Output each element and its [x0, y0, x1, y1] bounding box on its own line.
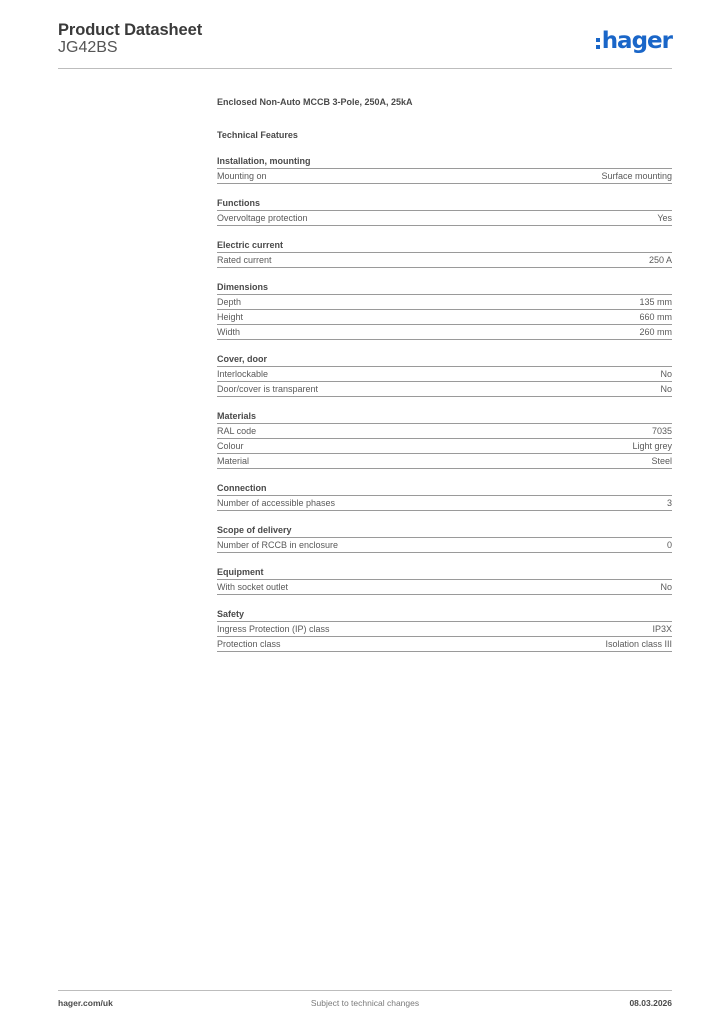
feature-value: No — [660, 582, 672, 592]
brand-logo-text: hager — [601, 27, 672, 54]
feature-label: Depth — [217, 297, 242, 307]
feature-row — [217, 637, 672, 652]
feature-label: Protection class — [217, 639, 281, 649]
feature-group — [217, 608, 672, 652]
feature-group-title: Scope of delivery — [217, 524, 672, 538]
footer-divider — [58, 990, 672, 991]
feature-row — [217, 454, 672, 469]
feature-value: 3 — [666, 498, 672, 508]
feature-label: Number of RCCB in enclosure — [217, 540, 339, 550]
feature-label: Width — [217, 327, 241, 337]
feature-label: Ingress Protection (IP) class — [217, 624, 330, 634]
feature-groups — [217, 155, 672, 652]
feature-group-title: Equipment — [217, 566, 672, 580]
feature-row — [217, 382, 672, 397]
feature-group-title: Functions — [217, 197, 672, 211]
feature-label: RAL code — [217, 426, 257, 436]
feature-row — [217, 367, 672, 382]
feature-group-title: Cover, door — [217, 353, 672, 367]
feature-group — [217, 239, 672, 268]
brand-logo-dots — [596, 38, 600, 49]
feature-label: Number of accessible phases — [217, 498, 336, 508]
feature-row — [217, 310, 672, 325]
feature-group — [217, 353, 672, 397]
feature-group — [217, 524, 672, 553]
feature-row — [217, 580, 672, 595]
feature-group — [217, 566, 672, 595]
feature-label: Material — [217, 456, 250, 466]
feature-group-title: Safety — [217, 608, 672, 622]
feature-row — [217, 496, 672, 511]
feature-value: Steel — [651, 456, 672, 466]
footer-date: 08.03.2026 — [629, 998, 672, 1008]
feature-value: Surface mounting — [601, 171, 672, 181]
feature-label: Rated current — [217, 255, 272, 265]
datasheet-content — [217, 96, 672, 652]
feature-label: Door/cover is transparent — [217, 384, 319, 394]
feature-label: Colour — [217, 441, 244, 451]
feature-value: No — [660, 369, 672, 379]
feature-group-title: Dimensions — [217, 281, 672, 295]
feature-value: IP3X — [652, 624, 672, 634]
feature-value: 135 mm — [639, 297, 672, 307]
feature-row — [217, 325, 672, 340]
feature-group — [217, 197, 672, 226]
header-divider — [58, 68, 672, 69]
feature-group-title: Electric current — [217, 239, 672, 253]
feature-label: Mounting on — [217, 171, 267, 181]
feature-value: 260 mm — [639, 327, 672, 337]
brand-logo — [596, 27, 672, 55]
feature-label: Height — [217, 312, 244, 322]
feature-value: 660 mm — [639, 312, 672, 322]
feature-row — [217, 622, 672, 637]
feature-value: 250 A — [648, 255, 672, 265]
footer-notice: Subject to technical changes — [310, 998, 420, 1008]
feature-value: No — [660, 384, 672, 394]
feature-value: 0 — [666, 540, 672, 550]
product-description: Enclosed Non-Auto MCCB 3-Pole, 250A, 25kA — [217, 97, 413, 107]
feature-row — [217, 439, 672, 454]
feature-label: With socket outlet — [217, 582, 289, 592]
section-heading: Technical Features — [217, 130, 298, 140]
product-code: JG42BS — [58, 39, 118, 56]
feature-value: Light grey — [632, 441, 672, 451]
feature-group — [217, 482, 672, 511]
feature-row — [217, 211, 672, 226]
feature-group-title: Materials — [217, 410, 672, 424]
feature-value: 7035 — [651, 426, 672, 436]
feature-group-title: Installation, mounting — [217, 155, 672, 169]
feature-row — [217, 169, 672, 184]
feature-group-title: Connection — [217, 482, 672, 496]
feature-value: Isolation class III — [605, 639, 672, 649]
feature-row — [217, 253, 672, 268]
footer — [58, 998, 672, 1010]
feature-label: Overvoltage protection — [217, 213, 308, 223]
footer-website-link[interactable]: hager.com/uk — [58, 998, 113, 1008]
feature-value: Yes — [657, 213, 672, 223]
feature-row — [217, 295, 672, 310]
feature-group — [217, 410, 672, 469]
feature-label: Interlockable — [217, 369, 269, 379]
feature-group — [217, 281, 672, 340]
feature-row — [217, 424, 672, 439]
feature-group — [217, 155, 672, 184]
page-title: Product Datasheet — [58, 21, 203, 39]
feature-row — [217, 538, 672, 553]
